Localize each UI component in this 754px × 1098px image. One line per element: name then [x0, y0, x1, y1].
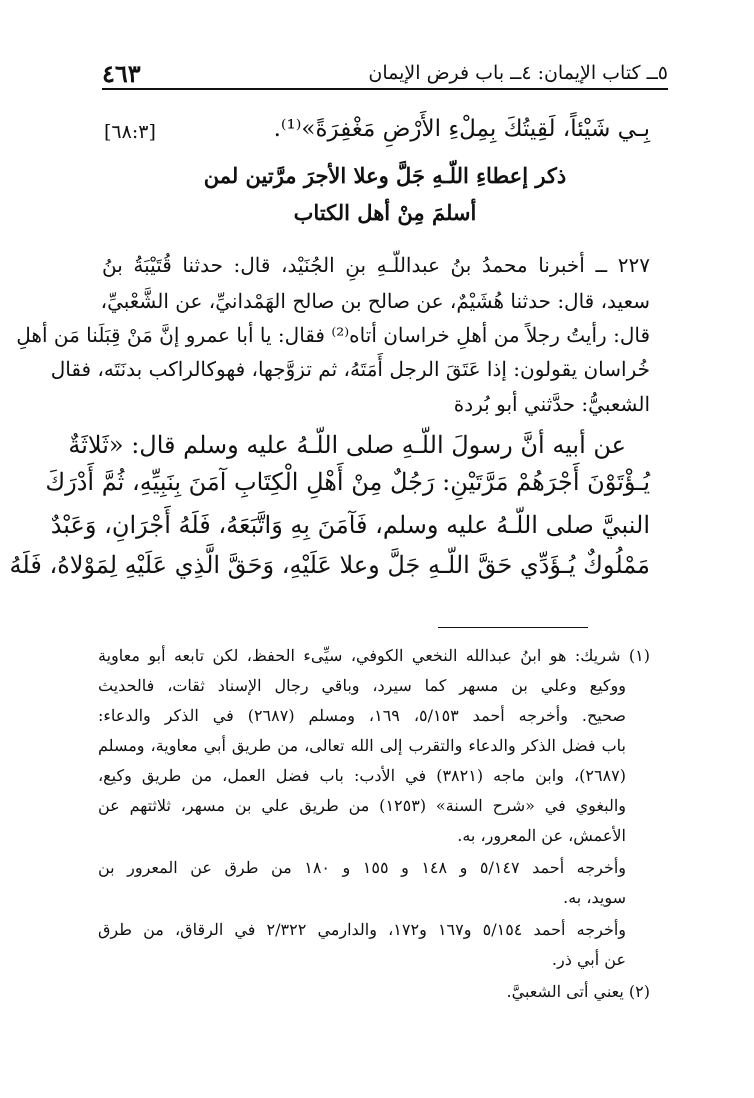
footnote-line-4: باب فضل الذكر والدعاء والتقرب إلى الله تعالى، من طريق أبي معاوية، ومسلم: [98, 736, 626, 755]
footnote-line-11: عن أبي ذر.: [551, 950, 626, 969]
body-line-5: الشعبيُّ: حدَّثني أبو بُردة: [453, 392, 650, 416]
body-line-1: ٢٢٧ ــ أخبرنا محمدُ بنُ عبداللّـهِ بنِ الجُنَيْد، قال: حدثنا قُتَيْبَةُ بنُ: [102, 253, 650, 277]
chapter-title-line-2: أسلمَ مِنْ أهل الكتاب: [293, 200, 477, 225]
footnote-line-12: (٢) يعني أتى الشعبيَّ.: [506, 982, 650, 1001]
footnote-line-2: ووكيع وعلي بن مسهر كما سيرد، وباقي رجال الإسناد ثقات، فالحديث: [98, 676, 626, 695]
hadith-line-3: النبيَّ صلى اللّـهُ عليه وسلم، فَآمَنَ بِهِ وَاتَّبَعَهُ، فَلَهُ أَجْرَانِ، وَعَبْدٌ: [50, 511, 650, 539]
footnote-line-10: وأخرجه أحمد ٥/١٥٤ و١٦٧ و١٧٢، والدارمي ٢/٣٢٢ في الرقاق، من طرق: [98, 920, 627, 939]
hadith-line-2: يُـؤْتَوْنَ أَجْرَهُمْ مَرَّتَيْنِ: رَجُلٌ مِنْ أَهْلِ الْكِتَابِ آمَنَ بِنَبِيِّهِ، ثُمَّ أَدْرَكَ: [45, 468, 650, 496]
body-line-4: خُراسان يقولون: إذا عَتَقَ الرجل أَمَتَهُ، ثم تزوَّجها، فهوكالراكب بدنَتَه، فقال: [50, 357, 650, 381]
footnote-line-3: صحيح. وأخرجه أحمد ٥/١٥٣، ١٦٩، ومسلم (٢٦٨٧) في الذكر والدعاء:: [98, 706, 627, 725]
footnote-divider: [438, 627, 588, 628]
page-header: [102, 58, 668, 90]
chapter-title-line-1: ذكر إعطاءِ اللّـهِ جَلَّ وعلا الأجرَ مرَّتين لمن: [203, 163, 567, 188]
page-number: ٤٦٣: [102, 58, 141, 88]
footnote-line-5: (٢٦٨٧)، وابن ماجه (٣٨٢١) في الأدب: باب فضل العمل، من طريق وكيع،: [98, 766, 627, 785]
footnote-line-6: والبغوي في «شرح السنة» (١٢٥٣) من طريق علي بن مسهر، ثلاثتهم عن: [98, 796, 627, 815]
running-title: ٥ــ كتاب الإيمان: ٤ــ باب فرض الإيمان: [368, 62, 668, 84]
body-line-2: سعيد، قال: حدثنا هُشَيْمٌ، عن صالح بن صالح الهَمْدانيِّ، عن الشَّعْبيِّ،: [100, 289, 650, 313]
footnote-line-9: سويد، به.: [563, 888, 626, 907]
hadith-line-4: مَمْلُوكٌ يُـؤَدِّي حَقَّ اللّـهِ جَلَّ وعلا عَلَيْهِ، وَحَقَّ الَّذِي عَلَيْهِ لِمَوْلاهُ، فَلَهُ: [9, 551, 650, 579]
body-line-3: قال: رأيتُ رجلاً من أهلِ خراسان أتاه⁽²⁾ فقال: يا أبا عمرو إنَّ مَنْ قِبَلَنا مَن أهلِ: [16, 323, 650, 347]
reference-marker: [٦٨:٣]: [104, 121, 156, 143]
footnote-line-1: (١) شريك: هو ابنُ عبدالله النخعي الكوفي، سيِّىء الحفظ، لكن تابعه أبو معاوية: [98, 646, 650, 665]
hadith-line-1: عن أبيه أنَّ رسولَ اللّـهِ صلى اللّـهُ عليه وسلم قال: «ثَلاثَةٌ: [68, 431, 626, 459]
top-line: بِـي شَيْئاً، لَقِيتُكَ بِمِلْءِ الأَرْضِ مَغْفِرَةً»⁽¹⁾.: [273, 116, 650, 142]
footnote-line-7: الأعمش، عن المعرور، به.: [457, 826, 626, 845]
footnote-line-8: وأخرجه أحمد ٥/١٤٧ و ١٤٨ و ١٥٥ و ١٨٠ من طرق عن المعرور بن: [98, 858, 627, 877]
